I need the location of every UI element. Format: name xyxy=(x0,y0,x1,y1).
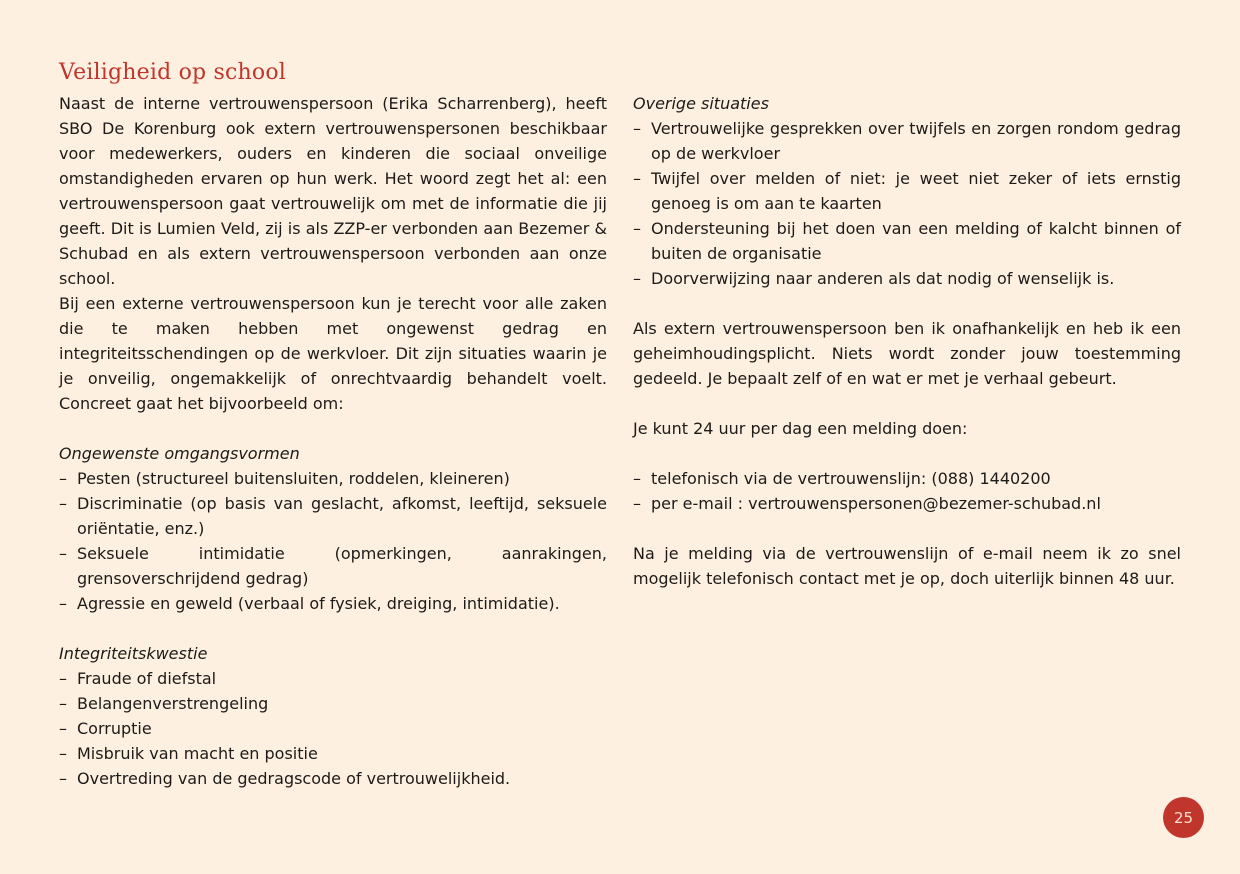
intro-paragraph: Naast de interne vertrouwenspersoon (Erika Scharrenberg), heeft SBO De Korenburg ook extern vertrouwenspersonen beschikbaar voor medewerkers, ouders en kinderen die sociaal onveilige omstandigheden ervaren op hun werk. Het woord zegt het al: een vertrouwenspersoon gaat vertrouwelijk om met de informatie die jij geeft. Dit is Lumien Veld, zij is als ZZP-er verbonden aan Bezemer & Schubad en als extern vertrouwenspersoon verbonden aan onze school. xyxy=(59,94,607,288)
list-item: – Corruptie xyxy=(59,716,607,741)
right-column xyxy=(633,91,1181,591)
contact-list xyxy=(633,466,1181,516)
section-heading: Overige situaties xyxy=(633,94,769,113)
list-item: – Ondersteuning bij het doen van een melding of kalcht binnen of buiten de organisatie xyxy=(633,216,1181,266)
availability-text: Je kunt 24 uur per dag een melding doen: xyxy=(633,419,968,438)
contact-email: – per e-mail : vertrouwenspersonen@bezemer-schubad.nl xyxy=(633,491,1181,516)
intro-paragraph: Bij een externe vertrouwenspersoon kun je terecht voor alle zaken die te maken hebben met ongewenst gedrag en integriteitsschendingen op de werkvloer. Dit zijn situaties waarin je je onveilig, ongemakkelijk of onrechtvaardig behandelt voelt. Concreet gaat het bijvoorbeeld om: xyxy=(59,294,607,413)
followup-paragraph: Na je melding via de vertrouwenslijn of e-mail neem ik zo snel mogelijk telefonisch contact met je op, doch uiterlijk binnen 48 uur. xyxy=(633,544,1181,588)
list-item: – Seksuele intimidatie (opmerkingen, aanrakingen, grensoverschrijdend gedrag) xyxy=(59,541,607,591)
list-item: – Discriminatie (op basis van geslacht, afkomst, leeftijd, seksuele oriëntatie, enz.) xyxy=(59,491,607,541)
list-item: – Fraude of diefstal xyxy=(59,666,607,691)
bullet-list xyxy=(59,666,607,791)
page-title: Veiligheid op school xyxy=(59,60,287,85)
bullet-list xyxy=(633,116,1181,291)
list-item: – Twijfel over melden of niet: je weet niet zeker of iets ernstig genoeg is om aan te kaarten xyxy=(633,166,1181,216)
left-column xyxy=(59,91,607,791)
list-item: – Agressie en geweld (verbaal of fysiek, dreiging, intimidatie). xyxy=(59,591,607,616)
list-item: – Misbruik van macht en positie xyxy=(59,741,607,766)
list-item: – Pesten (structureel buitensluiten, roddelen, kleineren) xyxy=(59,466,607,491)
page-number-badge: 25 xyxy=(1163,797,1204,838)
contact-phone: – telefonisch via de vertrouwenslijn: (088) 1440200 xyxy=(633,466,1181,491)
section-heading: Integriteitskwestie xyxy=(59,644,208,663)
list-item: – Overtreding van de gedragscode of vertrouwelijkheid. xyxy=(59,766,607,791)
section-heading: Ongewenste omgangsvormen xyxy=(59,444,300,463)
confidentiality-paragraph: Als extern vertrouwenspersoon ben ik onafhankelijk en heb ik een geheimhoudingsplicht. Niets wordt zonder jouw toestemming gedeeld. Je bepaalt zelf of en wat er met je verhaal gebeurt. xyxy=(633,319,1181,388)
list-item: – Belangenverstrengeling xyxy=(59,691,607,716)
list-item: – Doorverwijzing naar anderen als dat nodig of wenselijk is. xyxy=(633,266,1181,291)
list-item: – Vertrouwelijke gesprekken over twijfels en zorgen rondom gedrag op de werkvloer xyxy=(633,116,1181,166)
bullet-list xyxy=(59,466,607,616)
